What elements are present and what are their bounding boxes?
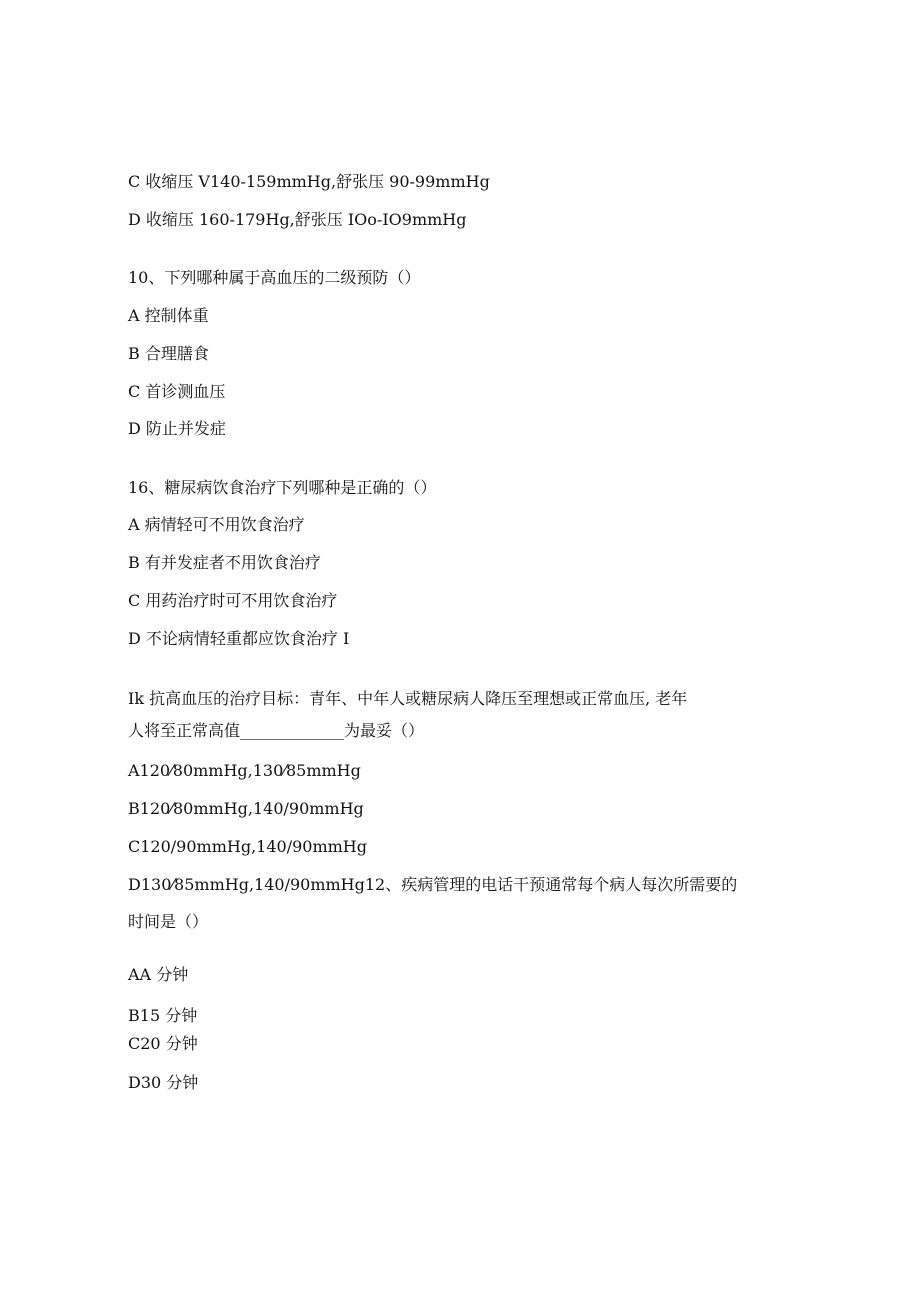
option-b-q12: B15 分钟: [128, 1006, 198, 1025]
option-d-q10: D 防止并发症: [128, 419, 226, 438]
option-d-q12: D30 分钟: [128, 1073, 199, 1092]
option-c-q16: C 用药治疗时可不用饮食治疗: [128, 591, 338, 610]
option-b-q11: B120⁄80mmHg,140/90mmHg: [128, 799, 364, 818]
option-c-q9: C 收缩压 V140-159mmHg,舒张压 90-99mmHg: [128, 172, 490, 191]
question-16: 16、糖尿病饮食治疗下列哪种是正确的（）: [128, 478, 437, 497]
option-c-q12: C20 分钟: [128, 1034, 198, 1053]
question-11-line2: 人将至正常高值_____________为最妥（）: [128, 721, 425, 740]
option-c-q10: C 首诊测血压: [128, 382, 226, 401]
option-a-q10: A 控制体重: [128, 306, 209, 325]
question-11-line1: Ik 抗高血压的治疗目标：青年、中年人或糖尿病人降压至理想或正常血压, 老年: [128, 689, 688, 708]
question-12-line2: 时间是（）: [128, 912, 209, 931]
option-d-q9: D 收缩压 160-179Hg,舒张压 IOo-IO9mmHg: [128, 210, 467, 229]
option-a-q12: AA 分钟: [128, 965, 189, 984]
option-a-q16: A 病情轻可不用饮食治疗: [128, 515, 305, 534]
option-a-q11: A120⁄80mmHg,130⁄85mmHg: [128, 761, 361, 780]
option-d-q11-and-question-12: D130⁄85mmHg,140/90mmHg12、疾病管理的电话干预通常每个病人每次所需要的: [128, 875, 738, 894]
option-b-q16: B 有并发症者不用饮食治疗: [128, 553, 321, 572]
option-b-q10: B 合理膳食: [128, 344, 209, 363]
option-d-q16: D 不论病情轻重都应饮食治疗 I: [128, 629, 350, 648]
option-c-q11: C120/90mmHg,140/90mmHg: [128, 837, 367, 856]
question-10: 10、下列哪种属于高血压的二级预防（）: [128, 268, 421, 287]
